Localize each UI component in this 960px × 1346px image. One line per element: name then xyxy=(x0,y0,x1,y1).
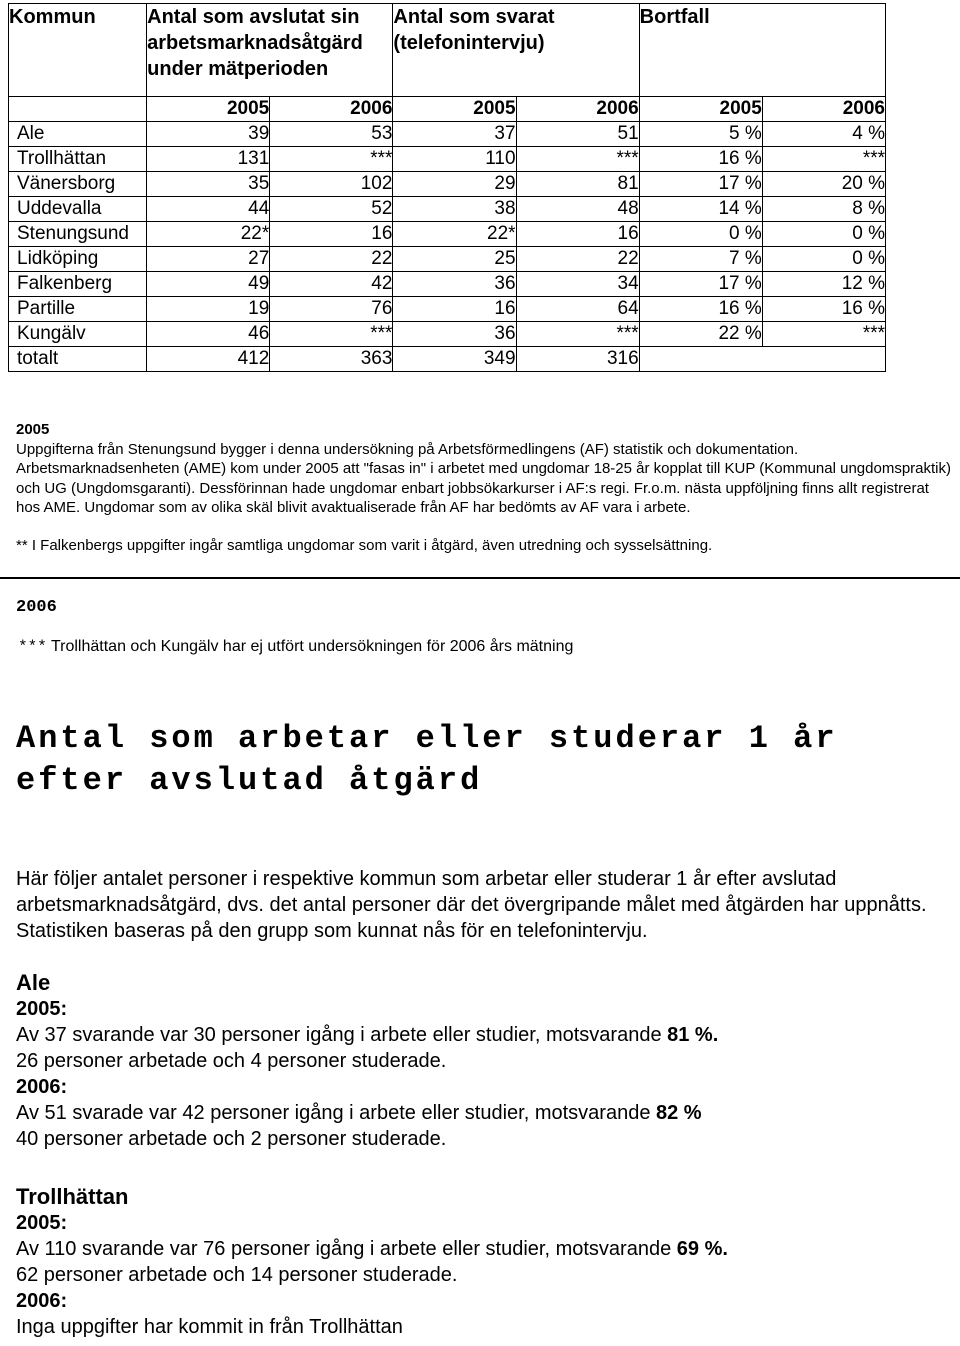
ale-line-3-percent: 82 % xyxy=(656,1102,702,1124)
value-cell: 19 xyxy=(147,297,270,322)
value-cell: 25 xyxy=(393,247,516,272)
value-cell: 29 xyxy=(393,172,516,197)
table-row xyxy=(9,222,886,247)
ale-year-2006: 2006: xyxy=(16,1076,68,1098)
value-cell: 110 xyxy=(393,147,516,172)
ale-year-2005: 2005: xyxy=(16,998,68,1020)
value-cell: 16 xyxy=(516,222,639,247)
trollhattan-section xyxy=(16,1184,728,1340)
year-cell: 2006 xyxy=(270,97,393,122)
value-cell: 22 xyxy=(270,247,393,272)
value-cell: 0 % xyxy=(639,222,762,247)
trollhattan-line-1-percent: 69 %. xyxy=(676,1238,728,1260)
value-cell: 12 % xyxy=(762,272,885,297)
value-cell: 14 % xyxy=(639,197,762,222)
kommun-cell: Partille xyxy=(9,297,147,322)
trollhattan-line-1-text: Av 110 svarande var 76 personer igång i arbete eller studier, motsvarande xyxy=(16,1238,677,1260)
value-cell: 16 % xyxy=(639,297,762,322)
kommun-cell: Kungälv xyxy=(9,322,147,347)
value-cell: 53 xyxy=(270,122,393,147)
star-text: Trollhättan och Kungälv har ej utfört undersökningen för 2006 års mätning xyxy=(50,638,574,655)
year-cell: 2006 xyxy=(762,97,885,122)
notes-year: 2005 xyxy=(16,421,50,438)
value-cell: 44 xyxy=(147,197,270,222)
value-cell: 35 xyxy=(147,172,270,197)
ale-line-3 xyxy=(16,1100,718,1126)
value-cell: 81 xyxy=(516,172,639,197)
ale-title: Ale xyxy=(16,970,51,995)
table-row-total xyxy=(9,347,886,372)
year-cell: 2005 xyxy=(393,97,516,122)
value-cell: 131 xyxy=(147,147,270,172)
statistics-table xyxy=(8,3,886,372)
trollhattan-line-3: Inga uppgifter har kommit in från Trollhättan xyxy=(16,1316,403,1338)
value-cell: *** xyxy=(270,322,393,347)
value-cell: 16 xyxy=(393,297,516,322)
kommun-cell: Falkenberg xyxy=(9,272,147,297)
value-cell: 76 xyxy=(270,297,393,322)
horizontal-rule xyxy=(0,577,960,579)
year-empty-cell xyxy=(9,97,147,122)
value-cell: 5 % xyxy=(639,122,762,147)
table-row xyxy=(9,197,886,222)
header-kommun: Kommun xyxy=(9,4,147,97)
value-cell: 39 xyxy=(147,122,270,147)
value-cell: *** xyxy=(762,147,885,172)
year-cell: 2005 xyxy=(147,97,270,122)
value-cell: 64 xyxy=(516,297,639,322)
value-cell: 16 % xyxy=(762,297,885,322)
trollhattan-year-2006: 2006: xyxy=(16,1290,68,1312)
value-cell: 363 xyxy=(270,347,393,372)
value-cell: 102 xyxy=(270,172,393,197)
value-cell: 51 xyxy=(516,122,639,147)
ale-line-4: 40 personer arbetade och 2 personer studerade. xyxy=(16,1128,447,1150)
table-row xyxy=(9,272,886,297)
value-cell: 52 xyxy=(270,197,393,222)
table-row xyxy=(9,172,886,197)
value-cell: 22 xyxy=(516,247,639,272)
value-cell: 36 xyxy=(393,322,516,347)
value-cell: 22* xyxy=(147,222,270,247)
kommun-cell: Stenungsund xyxy=(9,222,147,247)
value-cell: 17 % xyxy=(639,272,762,297)
value-cell: *** xyxy=(516,147,639,172)
notes-falkenberg: ** I Falkenbergs uppgifter ingår samtliga ungdomar som varit i åtgärd, även utredning och sysselsättning. xyxy=(16,536,713,554)
value-cell: 36 xyxy=(393,272,516,297)
value-cell: 20 % xyxy=(762,172,885,197)
notes-year-2006: 2006 xyxy=(16,598,57,617)
header-svarat: Antal som svarat (telefonintervju) xyxy=(393,4,639,97)
value-cell: 22 % xyxy=(639,322,762,347)
kommun-cell: totalt xyxy=(9,347,147,372)
table-row xyxy=(9,297,886,322)
value-cell: 49 xyxy=(147,272,270,297)
year-cell: 2005 xyxy=(639,97,762,122)
table-row xyxy=(9,122,886,147)
value-cell: 7 % xyxy=(639,247,762,272)
trollhattan-title: Trollhättan xyxy=(16,1184,129,1209)
ale-line-1-text: Av 37 svarande var 30 personer igång i arbete eller studier, motsvarande xyxy=(16,1024,668,1046)
kommun-cell: Lidköping xyxy=(9,247,147,272)
notes-paragraph: Arbetsmarknadsenheten (AME) kom under 2005 att "fasas in" i arbetet med ungdomar 18-25 år kopplat till KUP (Kommunal ungdomspraktik) och UG (Ungdomsgaranti). Dessförinnan hade ungdomar enbart jobbsökarkurser i AF:s regi. Fr.o.m. nästa uppföljning finns allt registrerat hos AME. Ungdomar som av olika skäl blivit avaktualiserade från AF har bedömts av AF vara i arbete. xyxy=(16,460,952,516)
kommun-cell: Ale xyxy=(9,122,147,147)
star-prefix: *** xyxy=(18,638,47,656)
value-cell: 0 % xyxy=(762,247,885,272)
ale-line-2: 26 personer arbetade och 4 personer studerade. xyxy=(16,1050,447,1072)
value-cell: *** xyxy=(762,322,885,347)
value-cell: 316 xyxy=(516,347,639,372)
value-cell: 27 xyxy=(147,247,270,272)
value-cell: 38 xyxy=(393,197,516,222)
table-header-row xyxy=(9,4,886,97)
notes-line: Uppgifterna från Stenungsund bygger i denna undersökning på Arbetsförmedlingens (AF) statistik och dokumentation. xyxy=(16,440,799,458)
ale-line-1-percent: 81 %. xyxy=(667,1024,719,1046)
ale-line-3-text: Av 51 svarade var 42 personer igång i arbete eller studier, motsvarande xyxy=(16,1102,656,1124)
year-header-row xyxy=(9,97,886,122)
value-cell: 34 xyxy=(516,272,639,297)
value-cell: 46 xyxy=(147,322,270,347)
star-note xyxy=(18,638,573,656)
trollhattan-line-2: 62 personer arbetade och 14 personer studerade. xyxy=(16,1264,458,1286)
value-cell: 4 % xyxy=(762,122,885,147)
year-cell: 2006 xyxy=(516,97,639,122)
kommun-cell: Trollhättan xyxy=(9,147,147,172)
table-row xyxy=(9,147,886,172)
ale-section xyxy=(16,970,718,1152)
value-cell: *** xyxy=(516,322,639,347)
value-cell: 42 xyxy=(270,272,393,297)
header-bortfall: Bortfall xyxy=(639,4,885,97)
value-cell: 16 xyxy=(270,222,393,247)
ale-line-1 xyxy=(16,1022,718,1048)
value-cell: *** xyxy=(270,147,393,172)
kommun-cell: Uddevalla xyxy=(9,197,147,222)
value-cell: 0 % xyxy=(762,222,885,247)
value-cell: 37 xyxy=(393,122,516,147)
table-notes xyxy=(16,420,956,555)
header-avslutat: Antal som avslutat sin arbetsmarknadsåtgärd under mätperioden xyxy=(147,4,393,97)
section-heading: Antal som arbetar eller studerar 1 år efter avslutad åtgärd xyxy=(16,720,838,799)
table-row xyxy=(9,322,886,347)
value-cell: 8 % xyxy=(762,197,885,222)
trollhattan-year-2005: 2005: xyxy=(16,1212,68,1234)
intro-paragraph: Här följer antalet personer i respektive kommun som arbetar eller studerar 1 år efter avslutad arbetsmarknadsåtgärd, dvs. det antal personer där det övergripande målet med åtgärden har uppnåtts. Statistiken baseras på den grupp som kunnat nås för en telefonintervju. xyxy=(16,868,927,942)
value-cell: 22* xyxy=(393,222,516,247)
trollhattan-line-1 xyxy=(16,1236,728,1262)
value-cell: 412 xyxy=(147,347,270,372)
bortfall-empty-cell xyxy=(639,347,885,372)
value-cell: 349 xyxy=(393,347,516,372)
value-cell: 48 xyxy=(516,197,639,222)
table-row xyxy=(9,247,886,272)
value-cell: 17 % xyxy=(639,172,762,197)
value-cell: 16 % xyxy=(639,147,762,172)
kommun-cell: Vänersborg xyxy=(9,172,147,197)
